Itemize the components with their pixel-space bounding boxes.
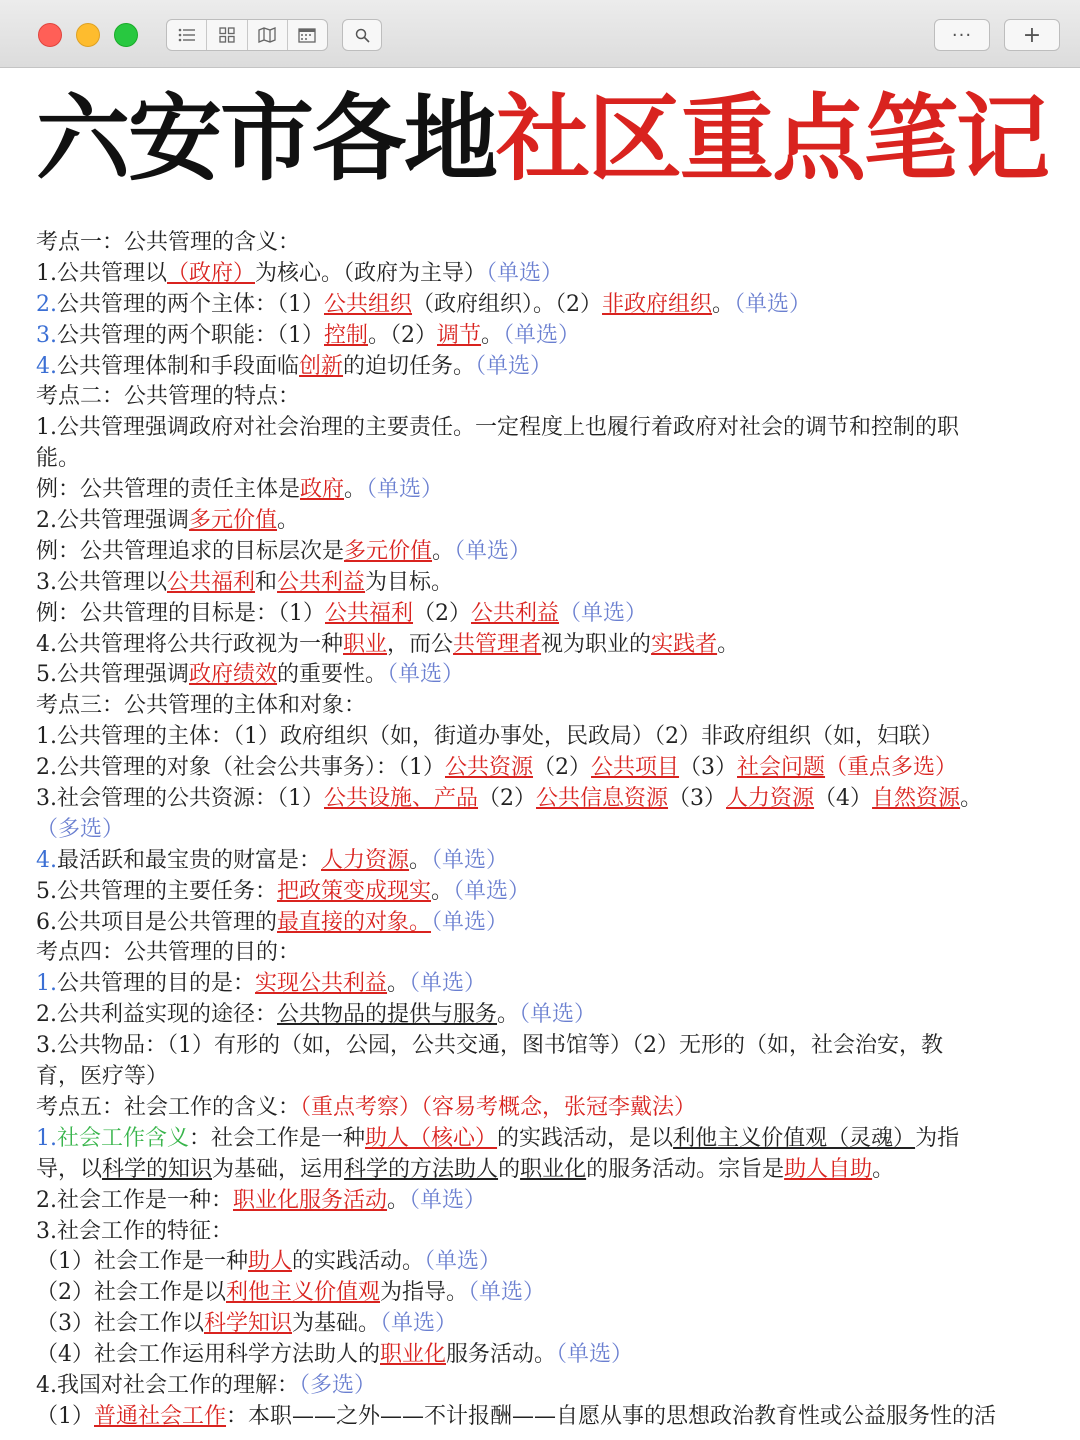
keyword-highlight: 公共信息资源 bbox=[536, 786, 669, 812]
note-text: 1. bbox=[36, 1125, 57, 1151]
keyword-highlight: 自然资源 bbox=[872, 786, 961, 812]
note-text: 。 bbox=[712, 291, 735, 317]
note-title-part2: 社区重点笔记 bbox=[496, 85, 1049, 194]
note-line bbox=[36, 846, 1046, 877]
grid-view-button[interactable] bbox=[207, 20, 247, 50]
note-line bbox=[36, 691, 1046, 722]
keyword-highlight: 科学知识 bbox=[204, 1311, 293, 1337]
note-line bbox=[36, 1278, 1046, 1309]
keyword-highlight: 实现公共利益 bbox=[255, 971, 388, 997]
note-text: 为基础。 bbox=[292, 1311, 381, 1337]
question-type-tag: （单选） bbox=[475, 353, 553, 379]
list-view-button[interactable] bbox=[167, 20, 207, 50]
list-view-icon bbox=[178, 28, 196, 42]
note-line bbox=[36, 722, 1046, 753]
note-text: 导，以 bbox=[36, 1156, 103, 1182]
search-icon bbox=[355, 28, 370, 43]
note-text: 为目标。 bbox=[365, 569, 454, 595]
note-line bbox=[36, 352, 1046, 383]
question-type-tag: （单选） bbox=[503, 322, 581, 348]
keyword-highlight: 助人（核心） bbox=[365, 1125, 498, 1151]
note-text: 考点三：公共管理的主体和对象： bbox=[36, 693, 367, 719]
note-text: （政府组织）。（2） bbox=[412, 291, 603, 317]
note-text: 1.公共管理以 bbox=[36, 260, 167, 286]
note-line bbox=[36, 1000, 1046, 1031]
note-text: 3.公共管理以 bbox=[36, 569, 167, 595]
keyword-highlight: 职业 bbox=[343, 631, 388, 657]
note-line bbox=[36, 413, 1046, 444]
view-mode-segmented-control bbox=[166, 19, 328, 51]
note-line bbox=[36, 475, 1046, 506]
note-text: 例：公共管理的责任主体是 bbox=[36, 477, 301, 503]
note-text: 视为职业的 bbox=[541, 631, 652, 657]
map-view-icon bbox=[258, 27, 276, 43]
question-type-tag: （单选） bbox=[556, 1342, 634, 1368]
question-type-tag: （单选） bbox=[486, 260, 564, 286]
keyword-highlight: 公共福利 bbox=[167, 569, 256, 595]
question-type-tag: （单选） bbox=[453, 878, 531, 904]
keyword-highlight: 普通社会工作 bbox=[94, 1403, 227, 1429]
note-line bbox=[36, 1186, 1046, 1217]
keyword-highlight: 实践者 bbox=[651, 631, 718, 657]
question-type-tag: （单选） bbox=[387, 662, 465, 688]
note-text: 为核心。（政府为主导） bbox=[255, 260, 487, 286]
keyword-highlight: 助人自助 bbox=[784, 1156, 873, 1182]
note-line bbox=[36, 1217, 1046, 1248]
note-text: 的实践活动，是以 bbox=[497, 1125, 674, 1151]
question-type-tag: （单选） bbox=[409, 971, 487, 997]
note-line bbox=[36, 1402, 1046, 1433]
keyword-highlight: 创新 bbox=[299, 353, 344, 379]
note-text: 。 bbox=[432, 538, 455, 564]
note-text: 。 bbox=[497, 1002, 520, 1028]
note-text: 为基础，运用 bbox=[212, 1156, 345, 1182]
note-text: （1）社会工作是一种 bbox=[36, 1249, 248, 1275]
note-text: 。 bbox=[481, 322, 504, 348]
keyword-highlight: 调节 bbox=[437, 322, 482, 348]
note-text: 。 bbox=[872, 1156, 895, 1182]
note-text: 5.公共管理强调 bbox=[36, 662, 189, 688]
keyword-highlight: 公共福利 bbox=[325, 600, 414, 626]
keyword-highlight: 政府 bbox=[300, 477, 345, 503]
keyword-highlight: 非政府组织 bbox=[602, 291, 713, 317]
note-text: 。 bbox=[344, 477, 367, 503]
note-text: 考点二：公共管理的特点： bbox=[36, 384, 301, 410]
note-line bbox=[36, 259, 1046, 290]
note-line bbox=[36, 290, 1046, 321]
note-line bbox=[36, 568, 1046, 599]
search-button[interactable] bbox=[342, 19, 382, 51]
keyword-highlight: 把政策变成现实 bbox=[277, 878, 432, 904]
note-text: （2） bbox=[533, 755, 592, 781]
note-text: 为指 bbox=[915, 1125, 960, 1151]
note-text: 考点五：社会工作的含义： bbox=[36, 1094, 301, 1120]
minimize-window-button[interactable] bbox=[76, 23, 100, 47]
note-line bbox=[36, 753, 1046, 784]
note-text: 4. bbox=[36, 847, 57, 873]
question-type-tag: （单选） bbox=[431, 847, 509, 873]
note-text: ：本职——之外——不计报酬——自愿从事的思想政治教育性或公益服务性的活 bbox=[226, 1403, 997, 1429]
keyword-highlight: 职业化 bbox=[380, 1342, 447, 1368]
note-line bbox=[36, 908, 1046, 939]
note-text: 4.公共管理将公共行政视为一种 bbox=[36, 631, 343, 657]
note-line bbox=[36, 877, 1046, 908]
keyword-highlight: 利他主义价值观 bbox=[226, 1280, 381, 1306]
note-text: 社会工作含义 bbox=[57, 1125, 190, 1151]
note-text: 的实践活动。 bbox=[292, 1249, 425, 1275]
note-text: 2.公共利益实现的途径： bbox=[36, 1002, 277, 1028]
note-line bbox=[36, 599, 1046, 630]
note-line bbox=[36, 1371, 1046, 1402]
note-text: 考点四：公共管理的目的： bbox=[36, 940, 301, 966]
note-text: 1. bbox=[36, 971, 57, 997]
note-content[interactable] bbox=[0, 68, 1080, 1440]
note-text: （4） bbox=[814, 786, 873, 812]
note-body bbox=[36, 228, 1046, 1433]
note-text: 。 bbox=[960, 786, 983, 812]
note-text: 2.公共管理强调 bbox=[36, 508, 189, 534]
note-text: 公共管理的两个主体：（1） bbox=[57, 291, 324, 317]
note-line bbox=[36, 1031, 1046, 1062]
note-line bbox=[36, 815, 1046, 846]
keyword-highlight: 公共利益 bbox=[277, 569, 366, 595]
note-text: 。 bbox=[431, 878, 454, 904]
note-line bbox=[36, 660, 1046, 691]
note-line bbox=[36, 938, 1046, 969]
note-text: 5.公共管理的主要任务： bbox=[36, 878, 277, 904]
keyword-highlight: 人力资源 bbox=[321, 847, 410, 873]
note-text: 科学的知识 bbox=[102, 1156, 213, 1182]
question-type-tag: （单选） bbox=[409, 1187, 487, 1213]
note-text: 能。 bbox=[36, 446, 81, 472]
calendar-view-button[interactable] bbox=[288, 20, 327, 50]
note-line bbox=[36, 1340, 1046, 1371]
note-text: 例：公共管理追求的目标层次是 bbox=[36, 538, 345, 564]
keyword-highlight: 公共组织 bbox=[324, 291, 413, 317]
map-view-button[interactable] bbox=[248, 20, 288, 50]
note-title bbox=[36, 85, 1049, 194]
note-text: 2.社会工作是一种： bbox=[36, 1187, 233, 1213]
note-text: 。 bbox=[387, 971, 410, 997]
zoom-window-button[interactable] bbox=[114, 23, 138, 47]
note-line bbox=[36, 1093, 1046, 1124]
note-text: 1.公共管理的主体：（1）政府组织（如，街道办事处，民政局）（2）非政府组织（如，妇联） bbox=[36, 724, 943, 750]
note-text: 1.公共管理强调政府对社会治理的主要责任。一定程度上也履行着政府对社会的调节和控制的职 bbox=[36, 415, 959, 441]
note-text: 公共管理的目的是： bbox=[57, 971, 256, 997]
note-text: 4. bbox=[36, 353, 57, 379]
keyword-highlight: 公共资源 bbox=[445, 755, 534, 781]
note-text: （重点考察）（容易考概念，张冠李戴法） bbox=[300, 1094, 697, 1120]
note-text: 的 bbox=[498, 1156, 521, 1182]
note-text: （2）社会工作是以 bbox=[36, 1280, 226, 1306]
question-type-tag: （多选） bbox=[36, 816, 125, 842]
note-line bbox=[36, 1124, 1046, 1155]
note-text: （4）社会工作运用科学方法助人的 bbox=[36, 1342, 380, 1368]
note-line bbox=[36, 321, 1046, 352]
question-type-tag: （单选） bbox=[519, 1002, 597, 1028]
note-text: 为指导。 bbox=[380, 1280, 469, 1306]
note-text: （1） bbox=[36, 1403, 94, 1429]
note-line bbox=[36, 784, 1046, 815]
note-text: 的迫切任务。 bbox=[343, 353, 476, 379]
note-text: 例：公共管理的目标是：（1） bbox=[36, 600, 325, 626]
question-type-tag: （单选） bbox=[431, 909, 509, 935]
grid-view-icon bbox=[219, 27, 235, 43]
keyword-highlight: 职业化服务活动 bbox=[233, 1187, 388, 1213]
note-text: 6.公共项目是公共管理的 bbox=[36, 909, 277, 935]
note-text: 。 bbox=[387, 1187, 410, 1213]
note-text: （重点多选） bbox=[825, 755, 958, 781]
note-text: 3. bbox=[36, 322, 57, 348]
note-text: ：社会工作是一种 bbox=[189, 1125, 366, 1151]
note-text: 公共物品的提供与服务 bbox=[277, 1002, 498, 1028]
note-text: 和 bbox=[255, 569, 278, 595]
keyword-highlight: （政府） bbox=[167, 260, 256, 286]
note-title-part1: 六安市各地 bbox=[36, 85, 497, 194]
note-text: 。 bbox=[409, 847, 432, 873]
note-text: 服务活动。 bbox=[446, 1342, 557, 1368]
note-text: 4.我国对社会工作的理解： bbox=[36, 1372, 299, 1398]
note-text: 公共管理的两个职能：（1） bbox=[57, 322, 324, 348]
note-line bbox=[36, 506, 1046, 537]
keyword-highlight: 社会问题 bbox=[737, 755, 826, 781]
note-text: （2） bbox=[478, 786, 537, 812]
note-text: 职业化 bbox=[520, 1156, 587, 1182]
keyword-highlight: 公共设施、产品 bbox=[324, 786, 479, 812]
note-text: 科学的方法助人 bbox=[344, 1156, 499, 1182]
note-text: 利他主义价值观（灵魂） bbox=[673, 1125, 916, 1151]
keyword-highlight: 助人 bbox=[248, 1249, 293, 1275]
keyword-highlight: 最直接的对象。 bbox=[277, 909, 432, 935]
note-text: 。 bbox=[717, 631, 740, 657]
note-line bbox=[36, 1247, 1046, 1278]
calendar-view-icon bbox=[298, 27, 316, 43]
note-text: 的服务活动。宗旨是 bbox=[586, 1156, 785, 1182]
note-line bbox=[36, 444, 1046, 475]
note-line bbox=[36, 1155, 1046, 1186]
question-type-tag: （单选） bbox=[366, 477, 444, 503]
note-text: 育，医疗等） bbox=[36, 1064, 169, 1090]
keyword-highlight: 人力资源 bbox=[726, 786, 815, 812]
note-text: 公共管理体制和手段面临 bbox=[57, 353, 300, 379]
question-type-tag: （单选） bbox=[424, 1249, 502, 1275]
note-text: 3.社会管理的公共资源：（1） bbox=[36, 786, 324, 812]
note-line bbox=[36, 1309, 1046, 1340]
note-line bbox=[36, 382, 1046, 413]
note-text: 3.公共物品：（1）有形的（如，公园，公共交通，图书馆等）（2）无形的（如，社会治安，教 bbox=[36, 1033, 943, 1059]
note-line bbox=[36, 228, 1046, 259]
note-text: （3） bbox=[668, 786, 727, 812]
note-line bbox=[36, 1062, 1046, 1093]
question-type-tag: （多选） bbox=[299, 1372, 377, 1398]
more-options-button[interactable]: ··· bbox=[934, 19, 990, 51]
keyword-highlight: 多元价值 bbox=[344, 538, 433, 564]
question-type-tag: （单选） bbox=[454, 538, 532, 564]
question-type-tag: （单选） bbox=[380, 1311, 458, 1337]
note-line bbox=[36, 969, 1046, 1000]
keyword-highlight: 公共利益 bbox=[471, 600, 560, 626]
question-type-tag: （单选） bbox=[559, 600, 648, 626]
note-text: ，而公 bbox=[387, 631, 454, 657]
window-toolbar bbox=[0, 0, 1080, 68]
keyword-highlight: 公共项目 bbox=[591, 755, 680, 781]
note-text: 3.社会工作的特征： bbox=[36, 1218, 233, 1244]
keyword-highlight: 政府绩效 bbox=[189, 662, 278, 688]
note-text: 考点一：公共管理的含义： bbox=[36, 230, 301, 255]
keyword-highlight: 控制 bbox=[324, 322, 369, 348]
keyword-highlight: 多元价值 bbox=[189, 508, 278, 534]
note-text: （3）社会工作以 bbox=[36, 1311, 204, 1337]
note-line bbox=[36, 630, 1046, 661]
note-text: （3） bbox=[679, 755, 738, 781]
note-text: 。 bbox=[277, 508, 300, 534]
question-type-tag: （单选） bbox=[734, 291, 812, 317]
note-text: 2. bbox=[36, 291, 57, 317]
note-line bbox=[36, 537, 1046, 568]
note-text: 的重要性。 bbox=[277, 662, 388, 688]
note-text: 。（2） bbox=[368, 322, 438, 348]
question-type-tag: （单选） bbox=[468, 1280, 546, 1306]
add-button[interactable]: + bbox=[1004, 19, 1060, 51]
note-text: （2） bbox=[413, 600, 472, 626]
close-window-button[interactable] bbox=[38, 23, 62, 47]
keyword-highlight: 共管理者 bbox=[453, 631, 542, 657]
note-text: 最活跃和最宝贵的财富是： bbox=[57, 847, 322, 873]
note-text: 2.公共管理的对象（社会公共事务）：（1） bbox=[36, 755, 445, 781]
